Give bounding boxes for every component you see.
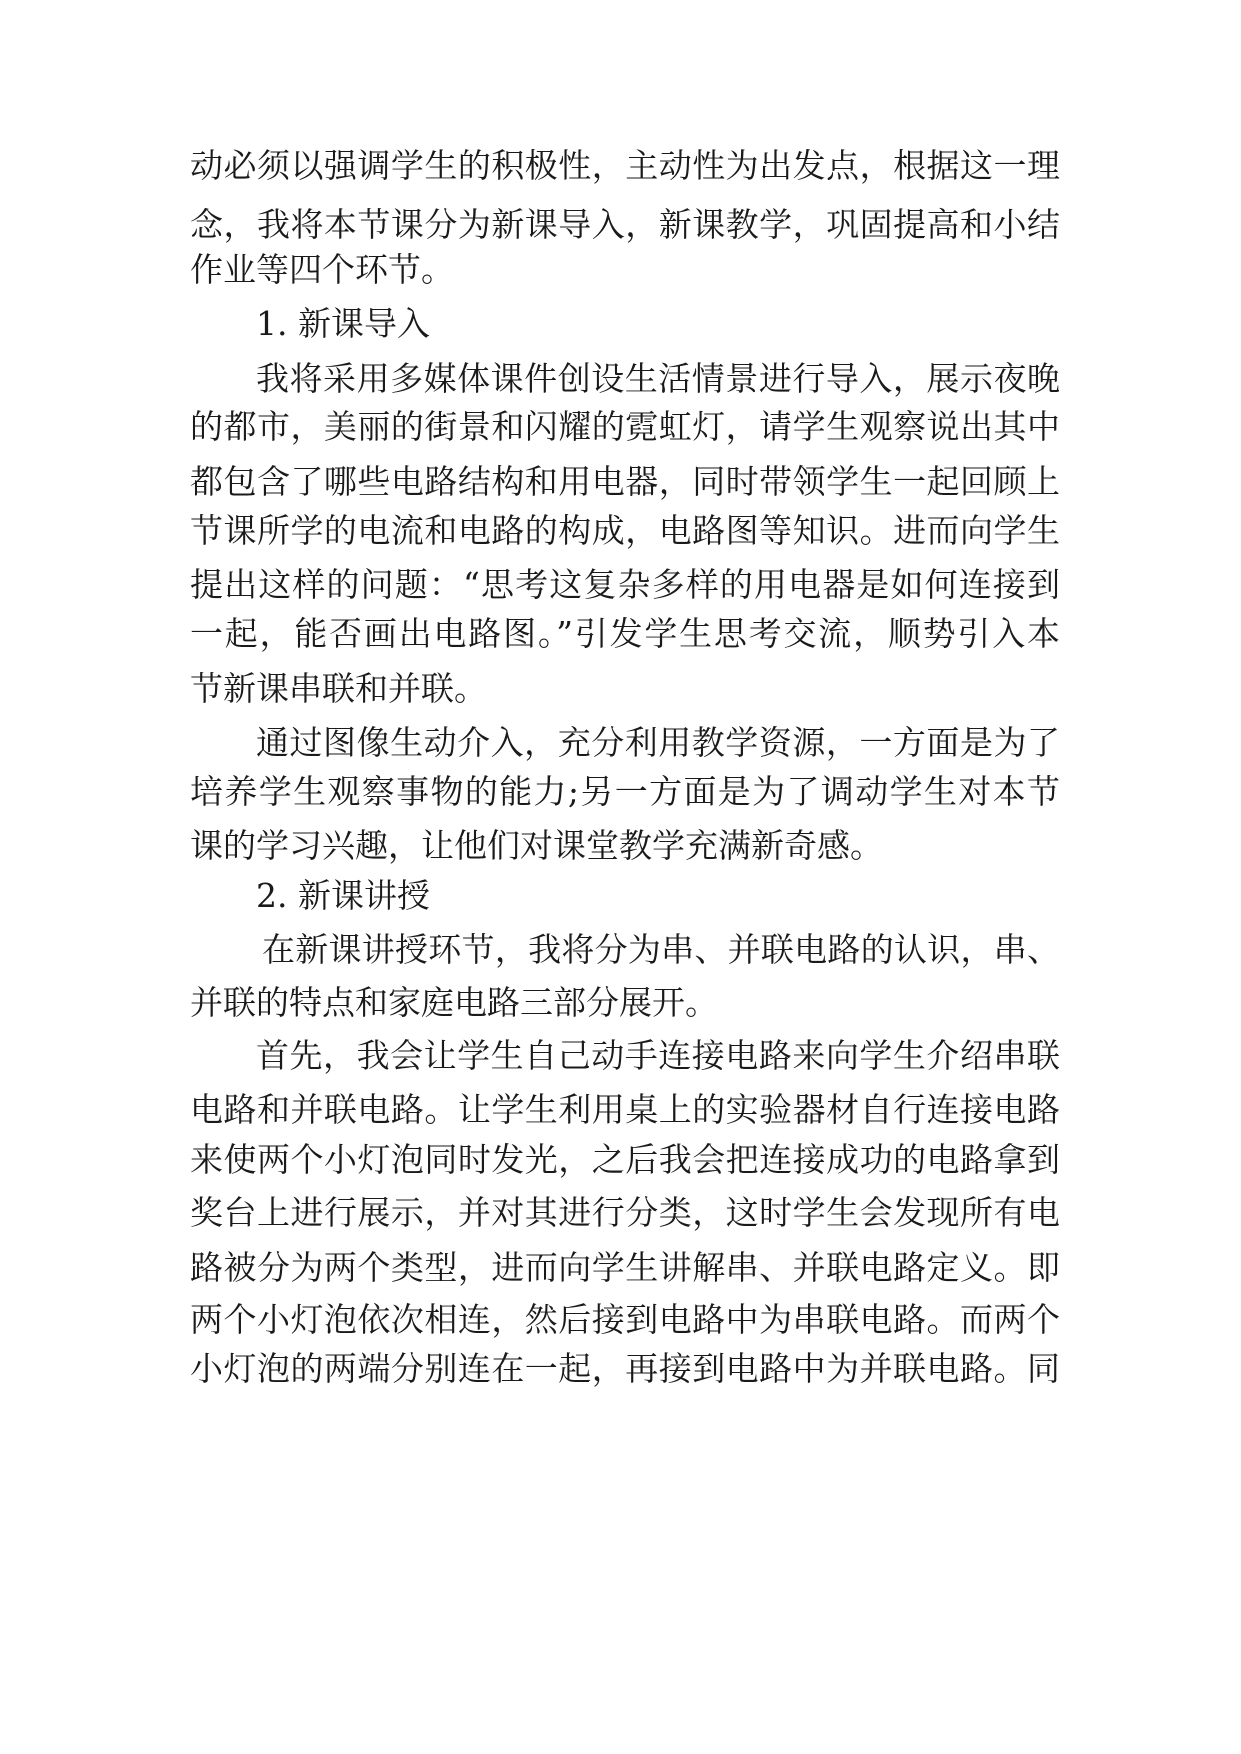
paragraph-line: 动必须以强调学生的积极性，主动性为出发点，根据这一理: [190, 146, 1060, 185]
paragraph-line: 课的学习兴趣，让他们对课堂教学充满新奇感。: [190, 826, 883, 865]
paragraph-line: 我将采用多媒体课件创设生活情景进行导入，展示夜晚: [256, 359, 1060, 398]
paragraph-line: 奖台上进行展示，并对其进行分类，这时学生会发现所有电: [190, 1193, 1060, 1232]
section-heading: 2. 新课讲授: [256, 876, 430, 915]
paragraph-line: 的都市，美丽的街景和闪耀的霓虹灯，请学生观察说出其中: [190, 407, 1060, 446]
paragraph-line: 两个小灯泡依次相连，然后接到电路中为串联电路。而两个: [190, 1300, 1060, 1339]
paragraph-line: 一起，能否画出电路图。”引发学生思考交流，顺势引入本: [190, 614, 1060, 653]
paragraph-line: 都包含了哪些电路结构和用电器，同时带领学生一起回顾上: [190, 462, 1060, 501]
paragraph-line: 并联的特点和家庭电路三部分展开。: [190, 983, 718, 1022]
paragraph-line: 作业等四个环节。: [190, 250, 454, 289]
paragraph-line: 培养学生观察事物的能力;另一方面是为了调动学生对本节: [190, 772, 1060, 811]
paragraph-line: 节课所学的电流和电路的构成，电路图等知识。进而向学生: [190, 511, 1060, 550]
paragraph-line: 电路和并联电路。让学生利用桌上的实验器材自行连接电路: [190, 1090, 1060, 1129]
paragraph-line: 在新课讲授环节，我将分为串、并联电路的认识，串、: [262, 930, 1060, 969]
paragraph-line: 小灯泡的两端分别连在一起，再接到电路中为并联电路。同: [190, 1349, 1060, 1388]
paragraph-line: 首先，我会让学生自己动手连接电路来向学生介绍串联: [256, 1036, 1060, 1075]
paragraph-line: 提出这样的问题：“思考这复杂多样的用电器是如何连接到: [190, 565, 1060, 604]
section-heading: 1. 新课导入: [256, 304, 430, 343]
paragraph-line: 通过图像生动介入，充分利用教学资源，一方面是为了: [256, 723, 1060, 762]
paragraph-line: 念，我将本节课分为新课导入，新课教学，巩固提高和小结: [190, 205, 1060, 244]
paragraph-line: 节新课串联和并联。: [190, 669, 487, 708]
paragraph-line: 来使两个小灯泡同时发光，之后我会把连接成功的电路拿到: [190, 1140, 1060, 1179]
paragraph-line: 路被分为两个类型，进而向学生讲解串、并联电路定义。即: [190, 1248, 1060, 1287]
